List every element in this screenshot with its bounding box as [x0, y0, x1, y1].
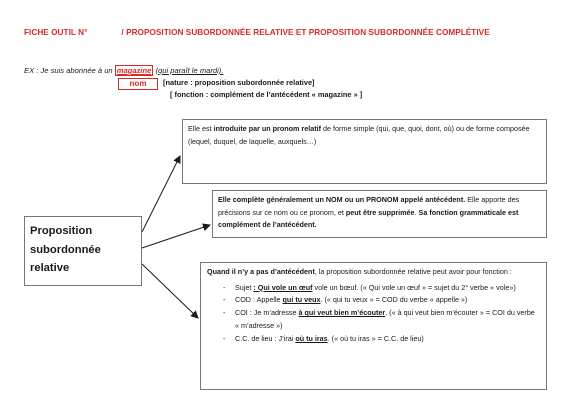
box3-intro-bold: Quand il n’y a pas d’antécédent [207, 267, 315, 276]
definition-box-no-antecedent [200, 262, 547, 390]
definition-box-antecedent [212, 190, 547, 238]
arrow-to-box2 [142, 225, 210, 248]
item-text: . (« où tu iras » = C.C. de lieu) [327, 333, 424, 343]
item-text: vole un bœuf. (« Qui vole un œuf » = sujet du 2° verbe « vole») [312, 282, 516, 292]
item-text: COI : Je m’adresse [235, 308, 299, 318]
example-fonction: [ fonction : complément de l’antécédent « magazine » ] [170, 90, 363, 99]
item-example: : Qui vole un œuf [253, 282, 313, 292]
box2-bold: peut être supprimée [345, 207, 415, 217]
example-antecedent: magazine [116, 66, 152, 75]
main-concept-line: subordonnée [30, 243, 101, 256]
arrow-to-box3 [142, 264, 198, 318]
item-example: qui tu veux [282, 295, 321, 305]
example-prefix: EX : Je suis abonnée à un [24, 66, 115, 75]
example-nature: [nature : proposition subordonnée relative] [163, 78, 315, 87]
box3-intro-text: , la proposition subordonnée relative peut avoir pour fonction : [314, 267, 512, 276]
box1-bold: introduite par un pronom relatif [213, 124, 321, 133]
item-example: où tu iras [295, 333, 328, 343]
item-text: C.C. de lieu : J’irai [235, 333, 296, 343]
list-item [235, 282, 540, 295]
header-fiche-label: FICHE OUTIL N° [24, 28, 88, 37]
function-list [207, 282, 540, 346]
example-relative: (qui paraît le mardi). [155, 66, 224, 75]
item-text: . (« qui tu veux » = COD du verbe « appelle ») [320, 295, 468, 305]
main-concept-box [24, 216, 142, 286]
box2-bold: Elle complète généralement un NOM ou un PRONOM appelé antécédent. [218, 195, 466, 204]
box2-text: . [414, 207, 419, 217]
list-item [235, 294, 540, 307]
item-text: Sujet [235, 282, 254, 292]
header-title: / PROPOSITION SUBORDONNÉE RELATIVE ET PROPOSITION SUBORDONNÉE COMPLÉTIVE [121, 28, 490, 37]
box1-text: Elle est [188, 124, 214, 133]
item-text: COD : Appelle [235, 295, 283, 305]
item-text: . (« à qui veut bien m’écouter » = COI du verbe « m’adresse ») [235, 308, 535, 330]
box3-intro [207, 266, 540, 279]
main-concept-line: relative [30, 262, 70, 274]
item-example: à qui veut bien m’écouter [298, 308, 386, 318]
list-item [235, 307, 540, 333]
box2-text: Elle apporte des précisions sur ce nom ou ce pronom, et [218, 195, 520, 217]
box1-text: de forme simple (qui, que, quoi, dont, où) ou de forme composée (lequel, duquel, de laquelle, auxquels…) [188, 124, 530, 146]
list-item [235, 333, 540, 346]
nom-label-box: nom [118, 78, 158, 90]
arrow-to-box1 [142, 156, 180, 232]
definition-box-introduction [182, 119, 547, 184]
box2-bold: Sa fonction grammaticale est complément de l’antécédent. [218, 207, 519, 229]
main-concept-line: Proposition [30, 225, 93, 237]
